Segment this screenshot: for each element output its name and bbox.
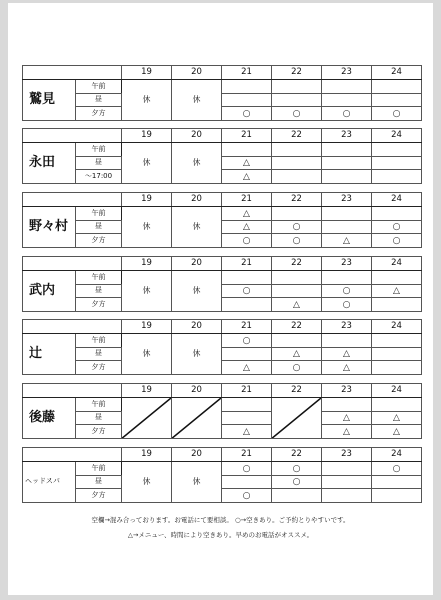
date-header: 24 — [372, 448, 422, 462]
date-header: 21 — [222, 193, 272, 207]
availability-mark: ○ — [392, 463, 401, 474]
availability-cell[interactable] — [272, 475, 322, 489]
date-header: 23 — [322, 320, 372, 334]
availability-cell[interactable] — [322, 220, 372, 234]
time-slot-label: 昼 — [76, 156, 122, 170]
date-header: 22 — [272, 129, 322, 143]
availability-cell[interactable] — [322, 206, 372, 220]
date-header: 23 — [322, 193, 372, 207]
date-header: 21 — [222, 448, 272, 462]
availability-cell[interactable] — [372, 411, 422, 425]
date-header: 22 — [272, 66, 322, 80]
availability-cell[interactable] — [322, 93, 372, 107]
time-slot-label: 夕方 — [76, 107, 122, 121]
availability-mark: △ — [393, 413, 400, 424]
availability-mark: ○ — [292, 463, 301, 474]
availability-mark: ○ — [392, 222, 401, 233]
closed-day: 休 — [122, 142, 172, 183]
availability-cell[interactable] — [222, 489, 272, 503]
availability-cell[interactable] — [272, 284, 322, 298]
availability-cell[interactable] — [222, 170, 272, 184]
availability-mark: ○ — [342, 300, 351, 311]
closed-day: 休 — [122, 270, 172, 311]
availability-cell[interactable] — [222, 270, 272, 284]
closed-day: 休 — [122, 333, 172, 374]
availability-cell[interactable] — [272, 489, 322, 503]
availability-cell[interactable] — [272, 93, 322, 107]
date-header: 20 — [172, 257, 222, 271]
date-header: 19 — [122, 129, 172, 143]
time-slot-label: 夕方 — [76, 298, 122, 312]
availability-mark: △ — [293, 349, 300, 360]
closed-day: 休 — [172, 206, 222, 247]
stylist-name: 永田 — [23, 142, 76, 183]
availability-cell[interactable] — [222, 397, 272, 411]
availability-cell[interactable] — [222, 156, 272, 170]
stylist-name: 武内 — [23, 270, 76, 311]
date-header: 22 — [272, 257, 322, 271]
availability-cell[interactable] — [372, 234, 422, 248]
time-slot-label: 昼 — [76, 475, 122, 489]
date-header: 24 — [372, 257, 422, 271]
availability-mark: △ — [243, 208, 250, 219]
stylist-name: 野々村 — [23, 206, 76, 247]
time-slot-label: 午前 — [76, 79, 122, 93]
stylist-name: 辻 — [23, 333, 76, 374]
availability-cell[interactable] — [322, 298, 372, 312]
schedule-table — [22, 383, 422, 439]
availability-mark: △ — [243, 158, 250, 169]
date-header: 19 — [122, 384, 172, 398]
availability-mark: ○ — [392, 109, 401, 120]
date-header: 21 — [222, 129, 272, 143]
availability-mark: △ — [343, 363, 350, 374]
availability-cell[interactable] — [222, 79, 272, 93]
legend-note-2: △→メニュー、時間により空きあり。早めのお電話がオススメ。 — [127, 531, 314, 539]
availability-cell[interactable] — [272, 347, 322, 361]
availability-cell[interactable] — [372, 425, 422, 439]
availability-cell[interactable] — [322, 361, 372, 375]
availability-cell[interactable] — [372, 489, 422, 503]
time-slot-label: 午前 — [76, 270, 122, 284]
availability-cell[interactable] — [322, 79, 372, 93]
availability-mark: △ — [243, 363, 250, 374]
availability-cell[interactable] — [222, 411, 272, 425]
availability-cell[interactable] — [372, 206, 422, 220]
availability-cell[interactable] — [222, 347, 272, 361]
date-header: 22 — [272, 384, 322, 398]
header-blank — [23, 384, 122, 398]
availability-cell[interactable] — [372, 270, 422, 284]
availability-cell[interactable] — [322, 270, 372, 284]
availability-mark: ○ — [292, 109, 301, 120]
availability-cell[interactable] — [272, 206, 322, 220]
closed-day: 休 — [122, 461, 172, 502]
availability-cell[interactable] — [322, 425, 372, 439]
availability-mark: ○ — [242, 286, 251, 297]
availability-cell[interactable] — [322, 461, 372, 475]
availability-cell[interactable] — [222, 475, 272, 489]
availability-mark: ○ — [292, 236, 301, 247]
date-header: 22 — [272, 448, 322, 462]
closed-day: 休 — [172, 461, 222, 502]
availability-cell[interactable] — [322, 333, 372, 347]
availability-cell[interactable] — [222, 284, 272, 298]
availability-mark: △ — [243, 427, 250, 438]
availability-mark: △ — [343, 413, 350, 424]
availability-cell[interactable] — [222, 93, 272, 107]
legend-note-1: 空欄→混み合っております。お電話にて要相談。 ○→空きあり。ご予約とりやすいです。 — [91, 516, 350, 524]
availability-cell[interactable] — [372, 333, 422, 347]
availability-cell[interactable] — [372, 93, 422, 107]
schedule-table — [22, 447, 422, 503]
stylist-name: 鷲見 — [23, 79, 76, 120]
date-header: 23 — [322, 66, 372, 80]
date-header: 22 — [272, 320, 322, 334]
availability-cell[interactable] — [322, 347, 372, 361]
availability-mark: ○ — [292, 477, 301, 488]
time-slot-label: 夕方 — [76, 489, 122, 503]
availability-cell[interactable] — [222, 333, 272, 347]
date-header: 23 — [322, 257, 372, 271]
closed-day: 休 — [122, 206, 172, 247]
time-slot-label: ～17:00 — [76, 170, 122, 184]
availability-cell[interactable] — [222, 461, 272, 475]
date-header: 20 — [172, 320, 222, 334]
availability-cell[interactable] — [272, 170, 322, 184]
availability-cell[interactable] — [322, 170, 372, 184]
availability-mark: ○ — [292, 363, 301, 374]
date-header: 21 — [222, 384, 272, 398]
availability-cell[interactable] — [272, 220, 322, 234]
availability-cell[interactable] — [222, 425, 272, 439]
closed-day: 休 — [172, 79, 222, 120]
stylist-name: 後藤 — [23, 397, 76, 438]
availability-cell[interactable] — [272, 79, 322, 93]
availability-cell[interactable] — [372, 347, 422, 361]
availability-mark: ○ — [242, 236, 251, 247]
header-blank — [23, 320, 122, 334]
availability-cell[interactable] — [272, 270, 322, 284]
availability-cell[interactable] — [222, 107, 272, 121]
time-slot-label: 夕方 — [76, 234, 122, 248]
availability-cell[interactable] — [372, 461, 422, 475]
time-slot-label: 昼 — [76, 284, 122, 298]
availability-cell[interactable] — [272, 461, 322, 475]
date-header: 20 — [172, 448, 222, 462]
schedule-table — [22, 65, 422, 121]
availability-mark: △ — [293, 300, 300, 311]
time-slot-label: 昼 — [76, 220, 122, 234]
schedule-table — [22, 192, 422, 248]
availability-mark: △ — [243, 172, 250, 183]
date-header: 21 — [222, 320, 272, 334]
closed-day: 休 — [172, 142, 222, 183]
date-header: 20 — [172, 193, 222, 207]
schedule-table — [22, 256, 422, 312]
availability-mark: △ — [393, 286, 400, 297]
date-header: 20 — [172, 384, 222, 398]
header-blank — [23, 257, 122, 271]
availability-cell[interactable] — [272, 234, 322, 248]
date-header: 20 — [172, 66, 222, 80]
availability-mark: △ — [393, 427, 400, 438]
date-header: 21 — [222, 66, 272, 80]
time-slot-label: 夕方 — [76, 361, 122, 375]
availability-mark: △ — [343, 427, 350, 438]
availability-cell[interactable] — [272, 361, 322, 375]
date-header: 24 — [372, 384, 422, 398]
closed-day: 休 — [122, 79, 172, 120]
availability-cell[interactable] — [322, 234, 372, 248]
availability-mark: ○ — [242, 109, 251, 120]
time-slot-label: 午前 — [76, 397, 122, 411]
header-blank — [23, 129, 122, 143]
availability-mark: △ — [343, 236, 350, 247]
time-slot-label: 午前 — [76, 142, 122, 156]
availability-cell[interactable] — [372, 79, 422, 93]
availability-cell[interactable] — [372, 220, 422, 234]
availability-cell[interactable] — [272, 333, 322, 347]
date-header: 19 — [122, 448, 172, 462]
date-header: 19 — [122, 66, 172, 80]
date-header: 19 — [122, 193, 172, 207]
date-header: 20 — [172, 129, 222, 143]
closed-day: 休 — [172, 270, 222, 311]
availability-cell[interactable] — [322, 284, 372, 298]
date-header: 19 — [122, 320, 172, 334]
date-header: 23 — [322, 384, 372, 398]
availability-cell[interactable] — [372, 475, 422, 489]
schedule-table — [22, 128, 422, 184]
availability-cell[interactable] — [272, 107, 322, 121]
availability-cell[interactable] — [372, 361, 422, 375]
date-header: 24 — [372, 129, 422, 143]
availability-cell[interactable] — [272, 156, 322, 170]
header-blank — [23, 66, 122, 80]
availability-cell[interactable] — [222, 142, 272, 156]
header-blank — [23, 448, 122, 462]
header-blank — [23, 193, 122, 207]
availability-cell[interactable] — [322, 475, 372, 489]
date-header: 21 — [222, 257, 272, 271]
availability-cell[interactable] — [322, 142, 372, 156]
availability-cell[interactable] — [222, 206, 272, 220]
availability-cell[interactable] — [372, 397, 422, 411]
availability-cell[interactable] — [372, 284, 422, 298]
availability-cell[interactable] — [222, 234, 272, 248]
schedule-table — [22, 319, 422, 375]
time-slot-label: 昼 — [76, 93, 122, 107]
time-slot-label: 昼 — [76, 411, 122, 425]
availability-cell[interactable] — [322, 489, 372, 503]
availability-cell[interactable] — [372, 142, 422, 156]
availability-mark: △ — [243, 222, 250, 233]
availability-mark: ○ — [342, 286, 351, 297]
availability-cell[interactable] — [372, 298, 422, 312]
availability-cell[interactable] — [372, 156, 422, 170]
availability-cell[interactable] — [322, 397, 372, 411]
date-header: 23 — [322, 448, 372, 462]
unavailable-slash — [272, 397, 322, 438]
unavailable-slash — [172, 397, 222, 438]
stylist-name: ヘッドスパ — [23, 461, 76, 502]
time-slot-label: 夕方 — [76, 425, 122, 439]
availability-cell[interactable] — [372, 170, 422, 184]
unavailable-slash — [122, 397, 172, 438]
date-header: 22 — [272, 193, 322, 207]
availability-cell[interactable] — [222, 298, 272, 312]
availability-mark: △ — [343, 349, 350, 360]
availability-mark: ○ — [242, 335, 251, 346]
date-header: 19 — [122, 257, 172, 271]
time-slot-label: 昼 — [76, 347, 122, 361]
availability-mark: ○ — [392, 236, 401, 247]
time-slot-label: 午前 — [76, 206, 122, 220]
availability-mark: ○ — [242, 463, 251, 474]
availability-cell[interactable] — [272, 142, 322, 156]
availability-cell[interactable] — [322, 411, 372, 425]
availability-cell[interactable] — [322, 107, 372, 121]
date-header: 23 — [322, 129, 372, 143]
closed-day: 休 — [172, 333, 222, 374]
availability-cell[interactable] — [322, 156, 372, 170]
availability-cell[interactable] — [222, 361, 272, 375]
date-header: 24 — [372, 66, 422, 80]
date-header: 24 — [372, 193, 422, 207]
availability-mark: ○ — [242, 491, 251, 502]
availability-cell[interactable] — [372, 107, 422, 121]
availability-mark: ○ — [292, 222, 301, 233]
availability-cell[interactable] — [222, 220, 272, 234]
time-slot-label: 午前 — [76, 461, 122, 475]
time-slot-label: 午前 — [76, 333, 122, 347]
availability-cell[interactable] — [272, 298, 322, 312]
date-header: 24 — [372, 320, 422, 334]
availability-mark: ○ — [342, 109, 351, 120]
